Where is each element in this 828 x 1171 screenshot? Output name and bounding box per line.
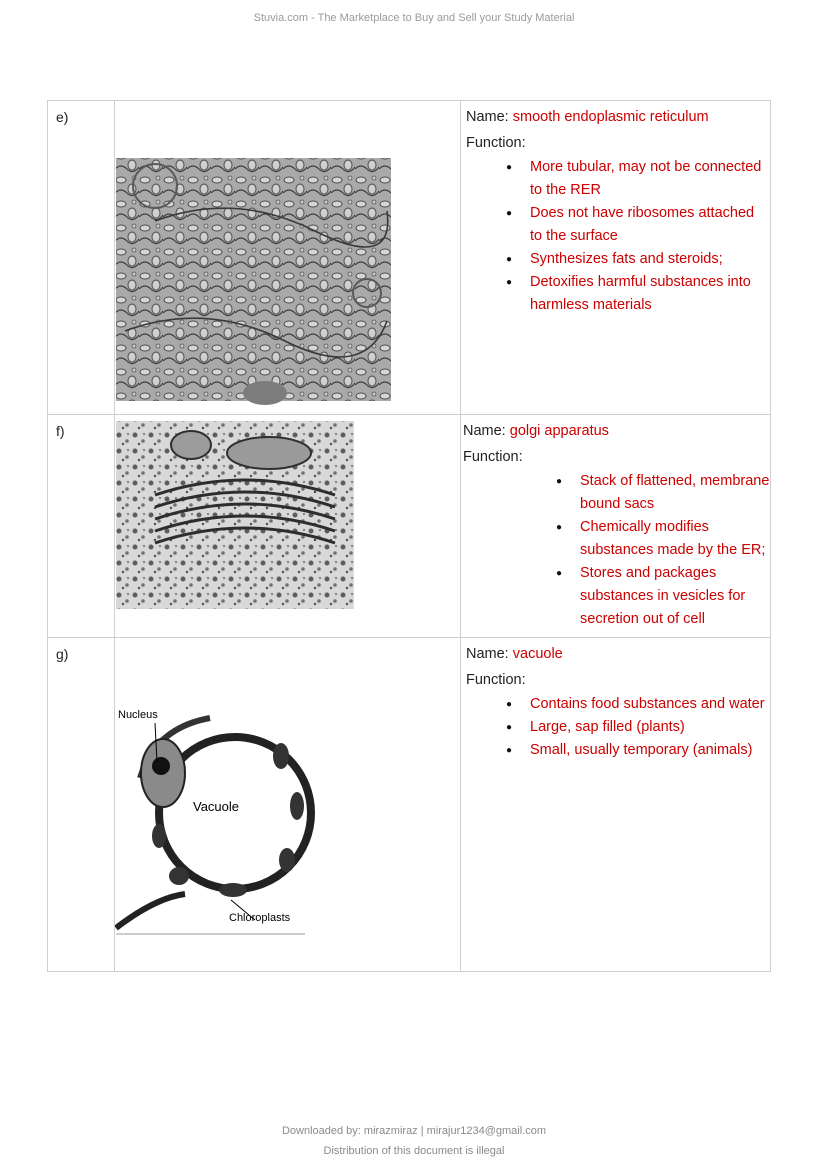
- table-row-e: [48, 101, 771, 415]
- list-item: ● Large, sap filled (plants): [530, 716, 770, 739]
- list-item: ● Small, usually temporary (animals): [530, 739, 770, 762]
- vacuole-label: Vacuole: [193, 799, 240, 814]
- nucleus-label: Nucleus: [118, 709, 158, 721]
- list-item: ● Detoxifies harmful substances into harmless materials: [530, 271, 770, 317]
- smooth-er-micrograph: [115, 101, 460, 413]
- function-list: [530, 156, 770, 317]
- list-item: ● Does not have ribosomes attached to the surface: [530, 202, 770, 248]
- list-item: ● Chemically modifies substances made by the ER;: [580, 516, 770, 562]
- list-item: ● Stores and packages substances in vesicles for secretion out of cell: [580, 562, 770, 631]
- download-info: Downloaded by: mirazmiraz | mirajur1234@gmail.com: [281, 1125, 547, 1137]
- function-label: Function:: [466, 672, 526, 688]
- distribution-notice: Distribution of this document is illegal: [323, 1145, 505, 1157]
- list-item: ● Stack of flattened, membrane bound sacs: [580, 470, 770, 516]
- function-label: Function:: [463, 449, 523, 465]
- function-list: [530, 693, 770, 762]
- organelle-name-value: vacuole: [512, 646, 563, 662]
- organelle-name: Name: golgi apparatus: [463, 423, 609, 439]
- row-label: f): [48, 415, 115, 638]
- function-list: [580, 470, 770, 631]
- golgi-micrograph: [115, 415, 460, 611]
- organelle-name: Name: smooth endoplasmic reticulum: [466, 109, 709, 125]
- vacuole-micrograph: [115, 638, 460, 938]
- chloroplasts-label: Chloroplasts: [229, 912, 291, 924]
- site-header: Stuvia.com - The Marketplace to Buy and Sell your Study Material: [253, 12, 575, 24]
- organelle-name-value: golgi apparatus: [509, 423, 609, 439]
- row-label: g): [48, 638, 115, 972]
- function-label: Function:: [466, 135, 526, 151]
- table-row-g: [48, 638, 771, 972]
- organelle-name: Name: vacuole: [466, 646, 563, 662]
- list-item: ● Contains food substances and water: [530, 693, 770, 716]
- list-item: ● Synthesizes fats and steroids;: [530, 248, 770, 271]
- organelle-name-value: smooth endoplasmic reticulum: [512, 109, 709, 125]
- row-label: e): [48, 101, 115, 415]
- organelle-table: [47, 100, 771, 972]
- table-row-f: [48, 415, 771, 638]
- list-item: ● More tubular, may not be connected to the RER: [530, 156, 770, 202]
